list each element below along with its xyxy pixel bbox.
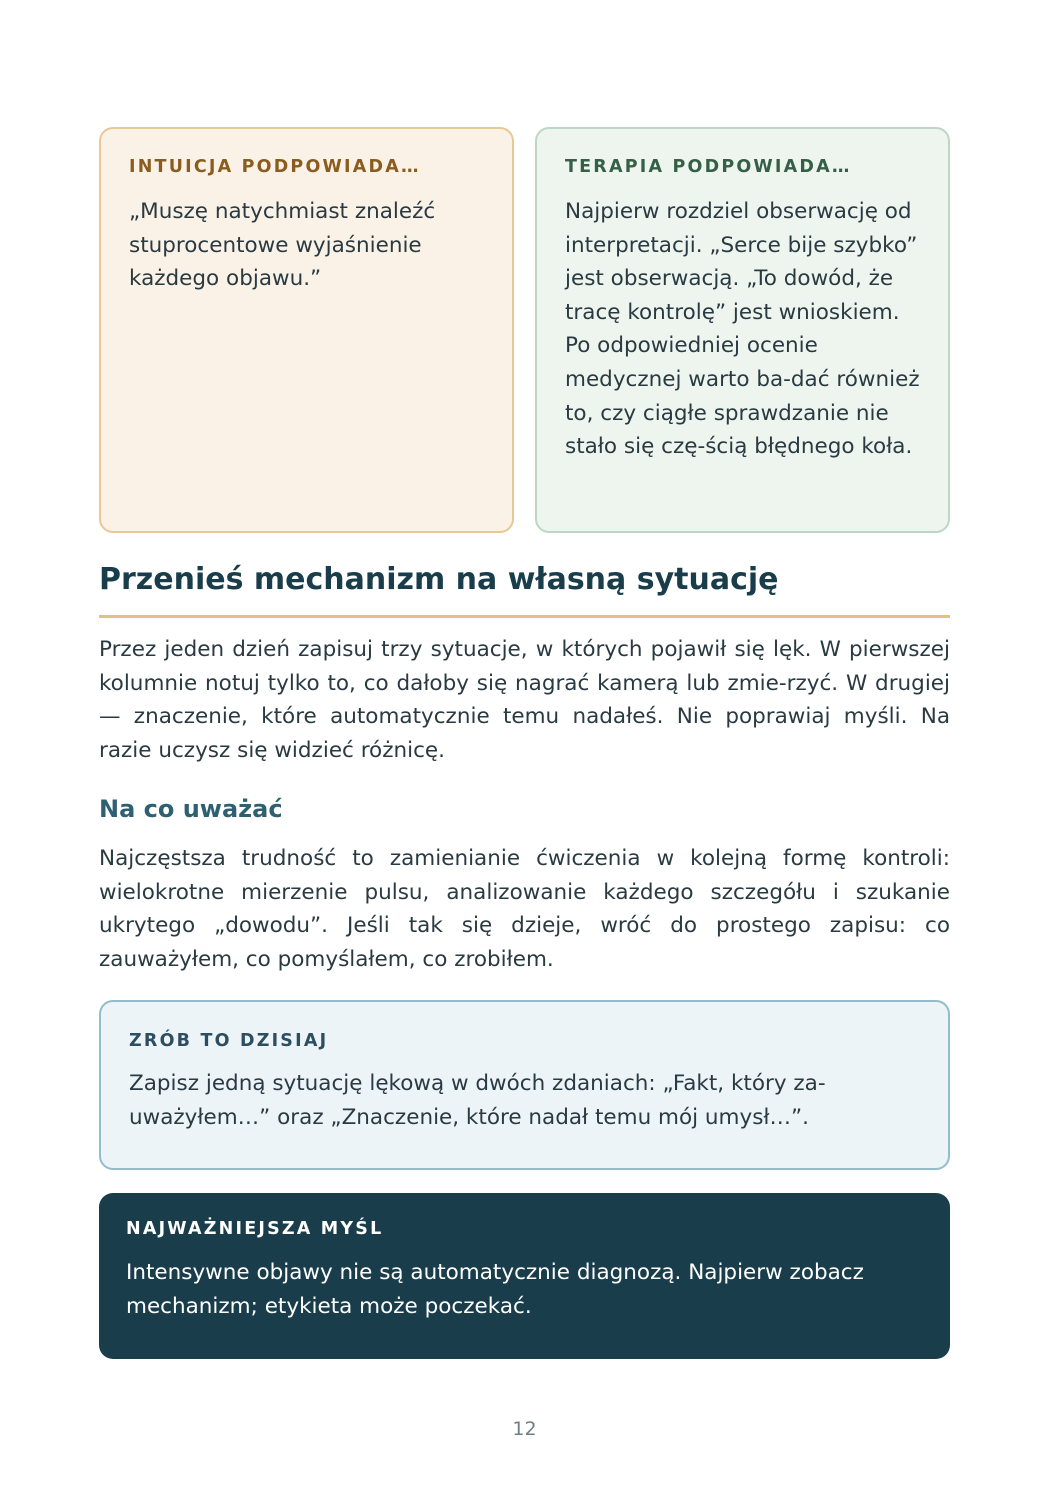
page-number: 12	[512, 1418, 537, 1440]
todo-label: ZRÓB TO DZISIAJ	[129, 1031, 329, 1051]
intuition-card	[99, 127, 514, 533]
section-title: Przenieś mechanizm na własną sytuację	[99, 562, 779, 597]
todo-callout	[99, 1000, 950, 1170]
section-paragraph: Przez jeden dzień zapisuj trzy sytuacje, w których pojawił się lęk. W pierwszej kolumnie notuj tylko to, co dałoby się nagrać kamerą lub zmie-rzyć. W drugiej — znaczenie, które automatycznie temu nadałeś. Nie poprawiaj myśli. Na razie uczysz się widzieć różnicę.	[99, 637, 950, 763]
todo-text: Zapisz jedną sytuację lękową w dwóch zdaniach: „Fakt, który za-uważyłem…” oraz „Znaczenie, które nadał temu mój umysł…”.	[129, 1071, 826, 1130]
key-thought-label: NAJWAŻNIEJSZA MYŚL	[126, 1219, 384, 1239]
key-thought-box	[99, 1193, 950, 1359]
intuition-card-text: „Muszę natychmiast znaleźć stuprocentowe wyjaśnienie każdego objawu.”	[129, 199, 436, 292]
therapy-card-label: TERAPIA PODPOWIADA…	[565, 157, 852, 177]
section-divider	[99, 615, 950, 618]
therapy-card-text: Najpierw rozdziel obserwację od interpretacji. „Serce bije szybko” jest obserwacją. „To dowód, że tracę kontrolę” jest wnioskiem. Po odpowiedniej ocenie medycznej warto ba-dać również to, czy ciągłe sprawdzanie nie stało się czę-ścią błędnego koła.	[565, 199, 920, 460]
caution-heading: Na co uważać	[99, 795, 283, 823]
caution-paragraph: Najczęstsza trudność to zamienianie ćwiczenia w kolejną formę kontroli: wielokrotne mierzenie pulsu, analizowanie każdego szczegółu i szukanie ukrytego „dowodu”. Jeśli tak się dzieje, wróć do prostego zapisu: co zauważyłem, co pomyślałem, co zrobiłem.	[99, 846, 950, 972]
therapy-card	[535, 127, 950, 533]
intuition-card-label: INTUICJA PODPOWIADA…	[129, 157, 421, 177]
key-thought-text: Intensywne objawy nie są automatycznie diagnozą. Najpierw zobacz mechanizm; etykieta może poczekać.	[126, 1260, 864, 1319]
